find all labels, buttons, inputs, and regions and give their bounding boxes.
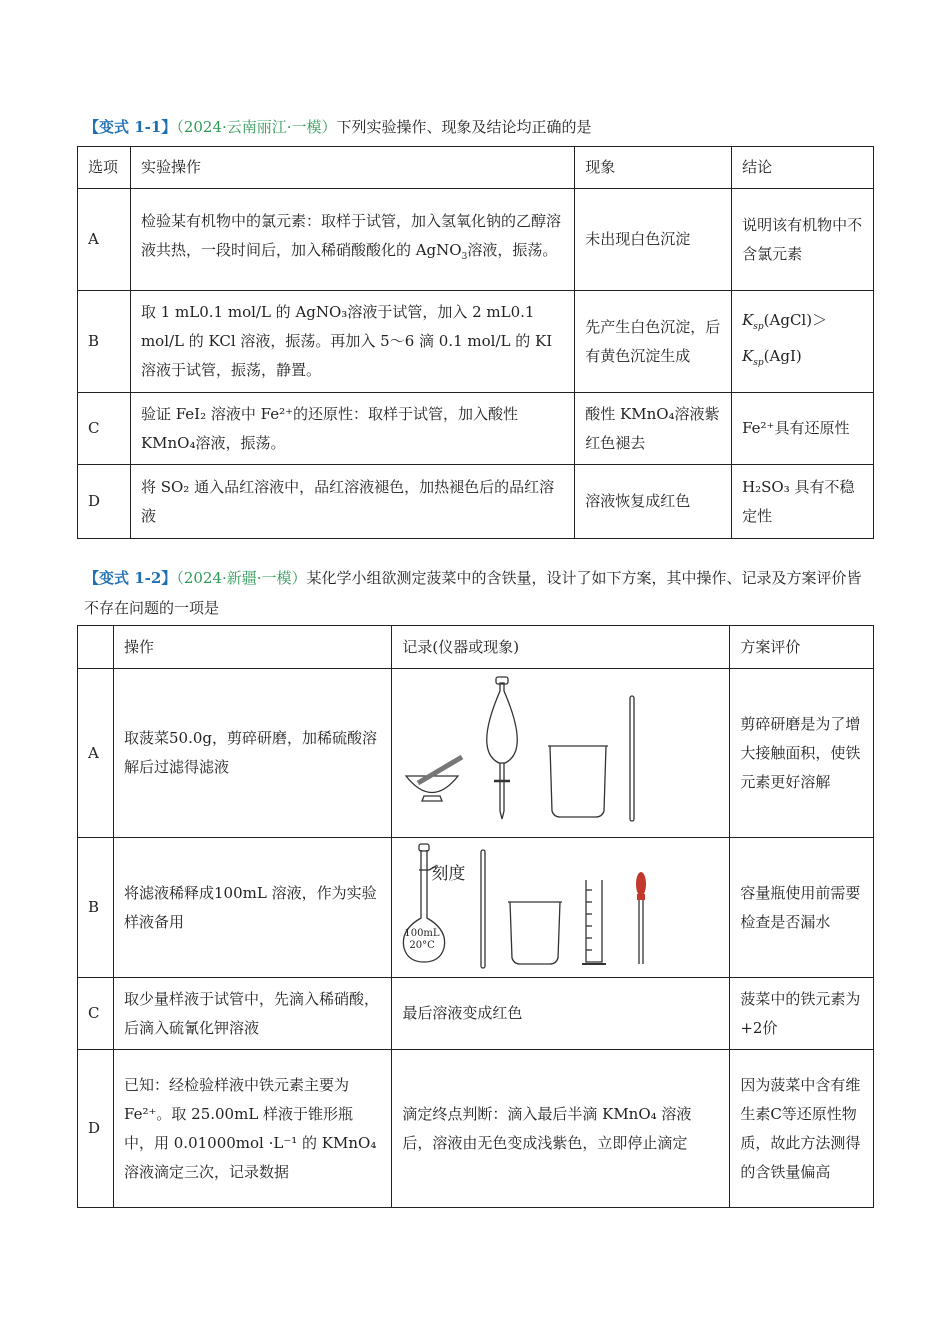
- q1-tag: 【变式 1-1】: [84, 118, 177, 136]
- row-record: 滴定终点判断：滴入最后半滴 KMnO₄ 溶液后，溶液由无色变成浅紫色，立即停止滴定: [392, 1050, 730, 1208]
- q2-title: [84, 563, 874, 623]
- row-operation: 取少量样液于试管中，先滴入稀硝酸，后滴入硫氰化钾溶液: [113, 978, 391, 1050]
- row-phenomenon: 溶液恢复成红色: [575, 465, 732, 539]
- q2-question: 某化学小组欲测定菠菜中的含铁量，设计了如下方案，其中操作、记录及方案评价皆不存在问题的一项是: [84, 569, 862, 617]
- row-evaluation: 剪碎研磨是为了增大接触面积，使铁元素更好溶解: [730, 669, 874, 838]
- flask-temperature-label: 20°C: [409, 940, 435, 951]
- row-operation: 将 SO₂ 通入品红溶液中，品红溶液褪色，加热褪色后的品红溶液: [130, 465, 574, 539]
- row-option: A: [78, 669, 114, 838]
- ksp-agcl: (AgCl)＞: [763, 310, 828, 329]
- flask-volume-label: 100mL: [404, 928, 440, 939]
- apparatus-a-image: [392, 671, 728, 836]
- row-record-apparatus: [392, 838, 730, 978]
- ksp-symbol: K: [742, 346, 754, 365]
- mortar-icon: [406, 776, 458, 793]
- q2-header-operation: 操作: [113, 626, 391, 669]
- op-subscript: 3: [461, 252, 468, 262]
- ksp-agi: (AgI): [763, 346, 802, 365]
- table-row: [78, 978, 874, 1050]
- q1-source: （2024·云南丽江·一模）: [176, 118, 337, 136]
- table-row: [78, 465, 874, 539]
- table-row: [78, 1050, 874, 1208]
- beaker-icon: [510, 902, 560, 964]
- row-conclusion: 说明该有机物中不含氯元素: [732, 189, 874, 291]
- glass-rod-icon: [630, 696, 634, 821]
- row-evaluation: 容量瓶使用前需要检查是否漏水: [730, 838, 874, 978]
- q1-header-option: 选项: [78, 147, 131, 189]
- row-operation: 取菠菜50.0g，剪碎研磨，加稀硫酸溶解后过滤得滤液: [113, 669, 391, 838]
- row-conclusion: Fe²⁺具有还原性: [732, 393, 874, 465]
- row-option: D: [78, 1050, 114, 1208]
- ksp-sub: sp: [753, 357, 764, 368]
- row-option: C: [78, 978, 114, 1050]
- separatory-funnel-icon: [487, 683, 518, 763]
- op-text-end: 溶液，振荡。: [467, 241, 558, 259]
- row-phenomenon: 酸性 KMnO₄溶液紫红色褪去: [575, 393, 732, 465]
- table-row: [78, 291, 874, 393]
- row-conclusion: H₂SO₃ 具有不稳定性: [732, 465, 874, 539]
- q2-header-option: [78, 626, 114, 669]
- q2-header-record: 记录(仪器或现象): [392, 626, 730, 669]
- table-row: [78, 838, 874, 978]
- row-conclusion: [732, 291, 874, 393]
- q1-header-conclusion: 结论: [732, 147, 874, 189]
- q1-header-phenomenon: 现象: [575, 147, 732, 189]
- row-operation: 验证 FeI₂ 溶液中 Fe²⁺的还原性：取样于试管，加入酸性 KMnO₄溶液，振荡。: [130, 393, 574, 465]
- row-phenomenon: 未出现白色沉淀: [575, 189, 732, 291]
- q2-header-row: [78, 626, 874, 669]
- op-text: 检验某有机物中的氯元素：取样于试管，加入氢氧化钠的乙醇溶液共热，一段时间后，加入稀硝酸酸化的 AgNO: [140, 212, 561, 259]
- q1-question: 下列实验操作、现象及结论均正确的是: [336, 118, 592, 136]
- row-option: B: [78, 838, 114, 978]
- row-operation: 已知：经检验样液中铁元素主要为 Fe²⁺。取 25.00mL 样液于锥形瓶中，用 0.01000mol ·L⁻¹ 的 KMnO₄ 溶液滴定三次，记录数据: [113, 1050, 391, 1208]
- q2-tag: 【变式 1-2】: [84, 569, 177, 587]
- table-row: [78, 669, 874, 838]
- beaker-icon: [550, 746, 606, 817]
- q1-title: [84, 112, 874, 142]
- row-record: 最后溶液变成红色: [392, 978, 730, 1050]
- row-option: B: [78, 291, 131, 393]
- q2-source: （2024·新疆·一模）: [176, 569, 307, 587]
- q1-header-operation: 实验操作: [130, 147, 574, 189]
- row-option: C: [78, 393, 131, 465]
- table-row: [78, 189, 874, 291]
- row-evaluation: 菠菜中的铁元素为+2价: [730, 978, 874, 1050]
- row-record-apparatus: [392, 669, 730, 838]
- q1-table: [77, 146, 874, 539]
- row-phenomenon: 先产生白色沉淀，后有黄色沉淀生成: [575, 291, 732, 393]
- glass-rod-icon: [481, 850, 485, 968]
- row-operation: [130, 189, 574, 291]
- row-option: A: [78, 189, 131, 291]
- ksp-sub: sp: [753, 321, 764, 332]
- row-operation: 将滤液稀释成100mL 溶液，作为实验样液备用: [113, 838, 391, 978]
- table-row: [78, 393, 874, 465]
- row-evaluation: 因为菠菜中含有维生素C等还原性物质，故此方法测得的含铁量偏高: [730, 1050, 874, 1208]
- q2-table: [77, 625, 874, 1208]
- q1-header-row: [78, 147, 874, 189]
- q2-header-evaluation: 方案评价: [730, 626, 874, 669]
- ksp-symbol: K: [742, 310, 754, 329]
- scale-mark-label: 刻度: [431, 864, 466, 884]
- row-operation: 取 1 mL0.1 mol/L 的 AgNO₃溶液于试管，加入 2 mL0.1 mol/L 的 KCl 溶液，振荡。再加入 5～6 滴 0.1 mol/L 的 KI 溶液于试管，振荡，静置。: [130, 291, 574, 393]
- row-option: D: [78, 465, 131, 539]
